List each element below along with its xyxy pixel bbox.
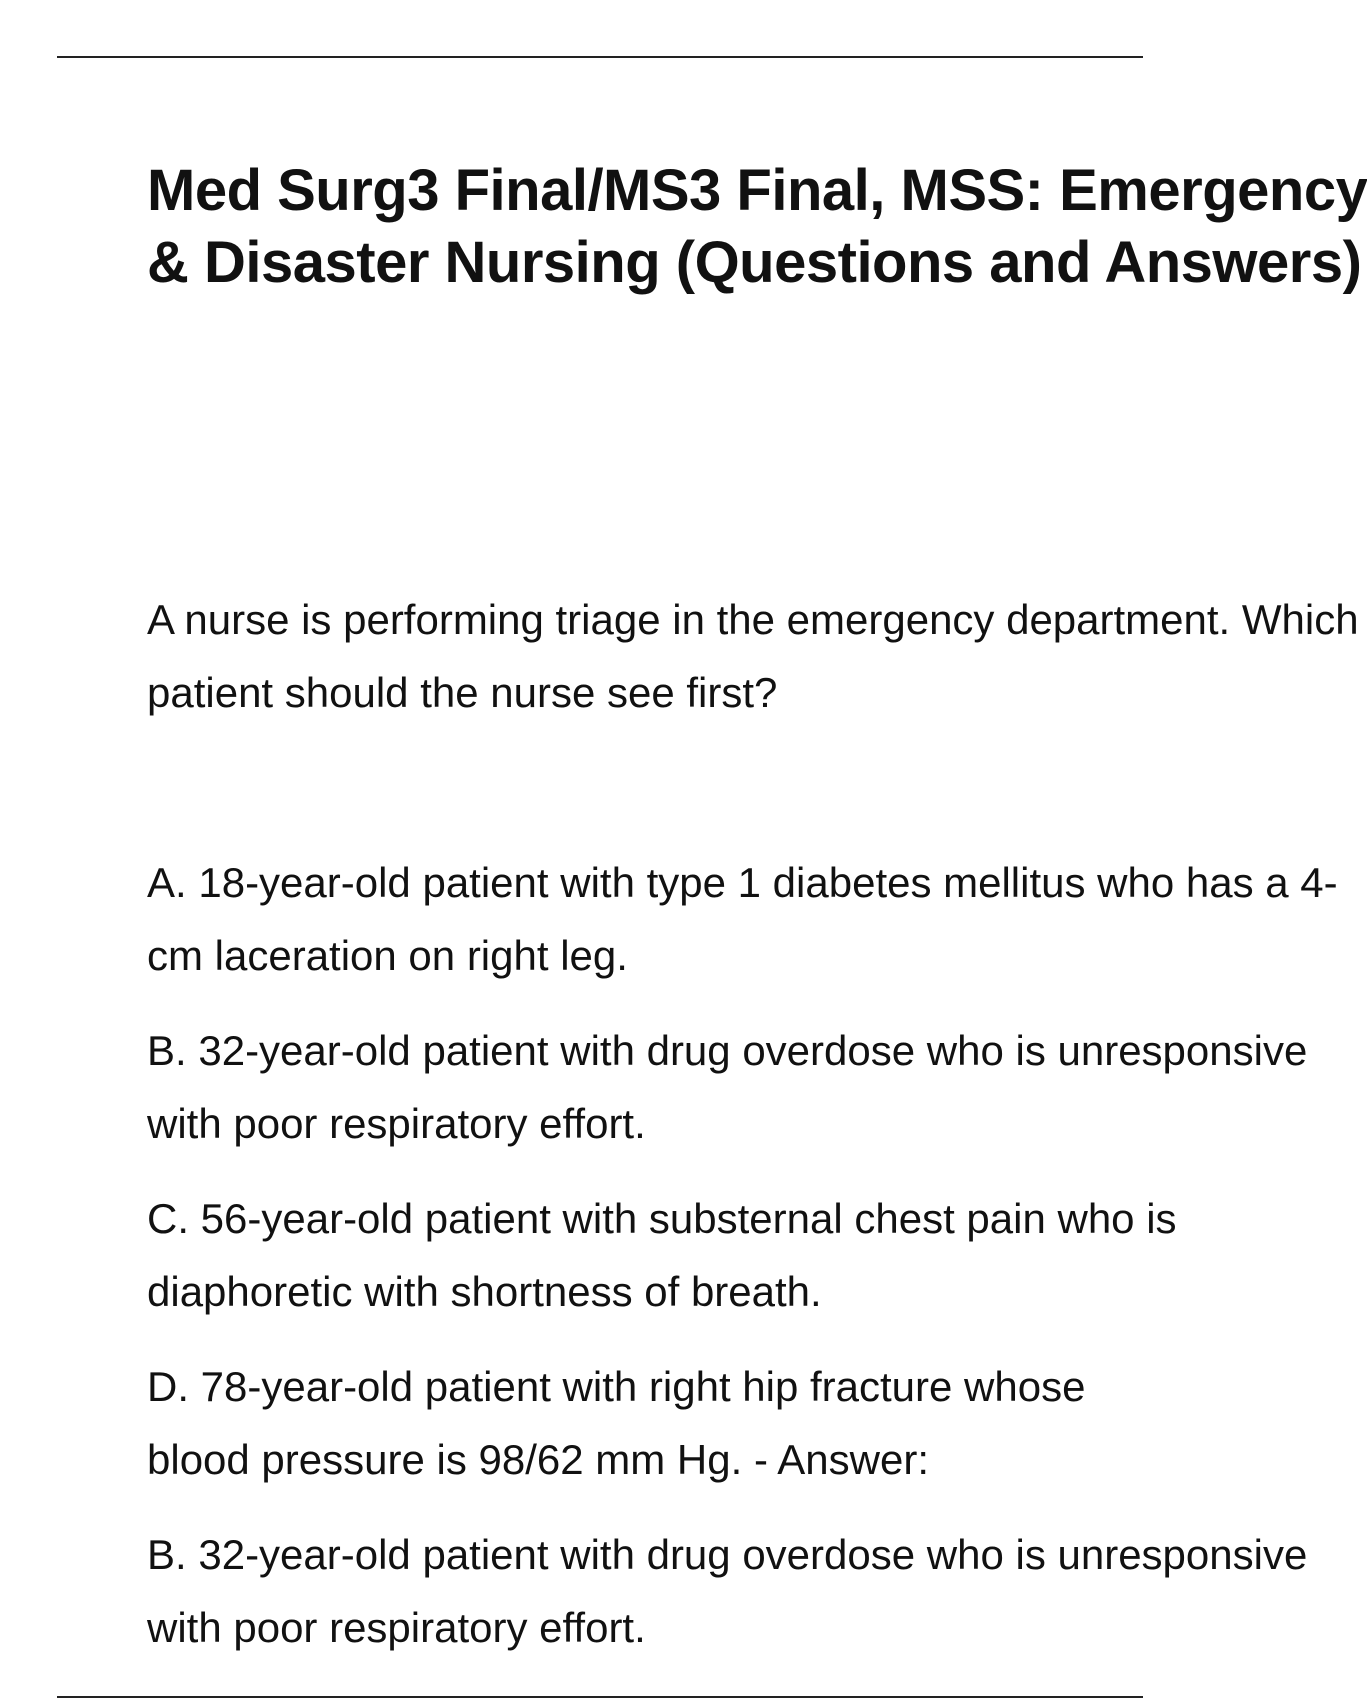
- answer-line-2: with poor respiratory effort.: [147, 1604, 646, 1651]
- answer-line-1: B. 32-year-old patient with drug overdose who is unresponsive: [147, 1531, 1308, 1578]
- question-line-2: patient should the nurse see first?: [147, 669, 778, 716]
- document-title-line-1: Med Surg3 Final/MS3 Final, MSS: Emergency: [147, 158, 1367, 223]
- option-a-line-2: cm laceration on right leg.: [147, 932, 628, 979]
- option-b-line-1: B. 32-year-old patient with drug overdose who is unresponsive: [147, 1027, 1308, 1074]
- document-page: [147, 0, 1367, 1700]
- option-a-line-1: A. 18-year-old patient with type 1 diabetes mellitus who has a 4-: [147, 859, 1338, 906]
- option-c-line-1: C. 56-year-old patient with substernal chest pain who is: [147, 1195, 1177, 1242]
- option-d-line-2: blood pressure is 98/62 mm Hg. - Answer:: [147, 1436, 930, 1483]
- document-title-line-2: & Disaster Nursing (Questions and Answers): [147, 230, 1362, 295]
- option-d-line-1: D. 78-year-old patient with right hip fracture whose: [147, 1363, 1086, 1410]
- bottom-rule: [57, 1696, 1143, 1698]
- option-b-line-2: with poor respiratory effort.: [147, 1100, 646, 1147]
- question-line-1: A nurse is performing triage in the emergency department. Which: [147, 596, 1359, 643]
- option-c-line-2: diaphoretic with shortness of breath.: [147, 1268, 822, 1315]
